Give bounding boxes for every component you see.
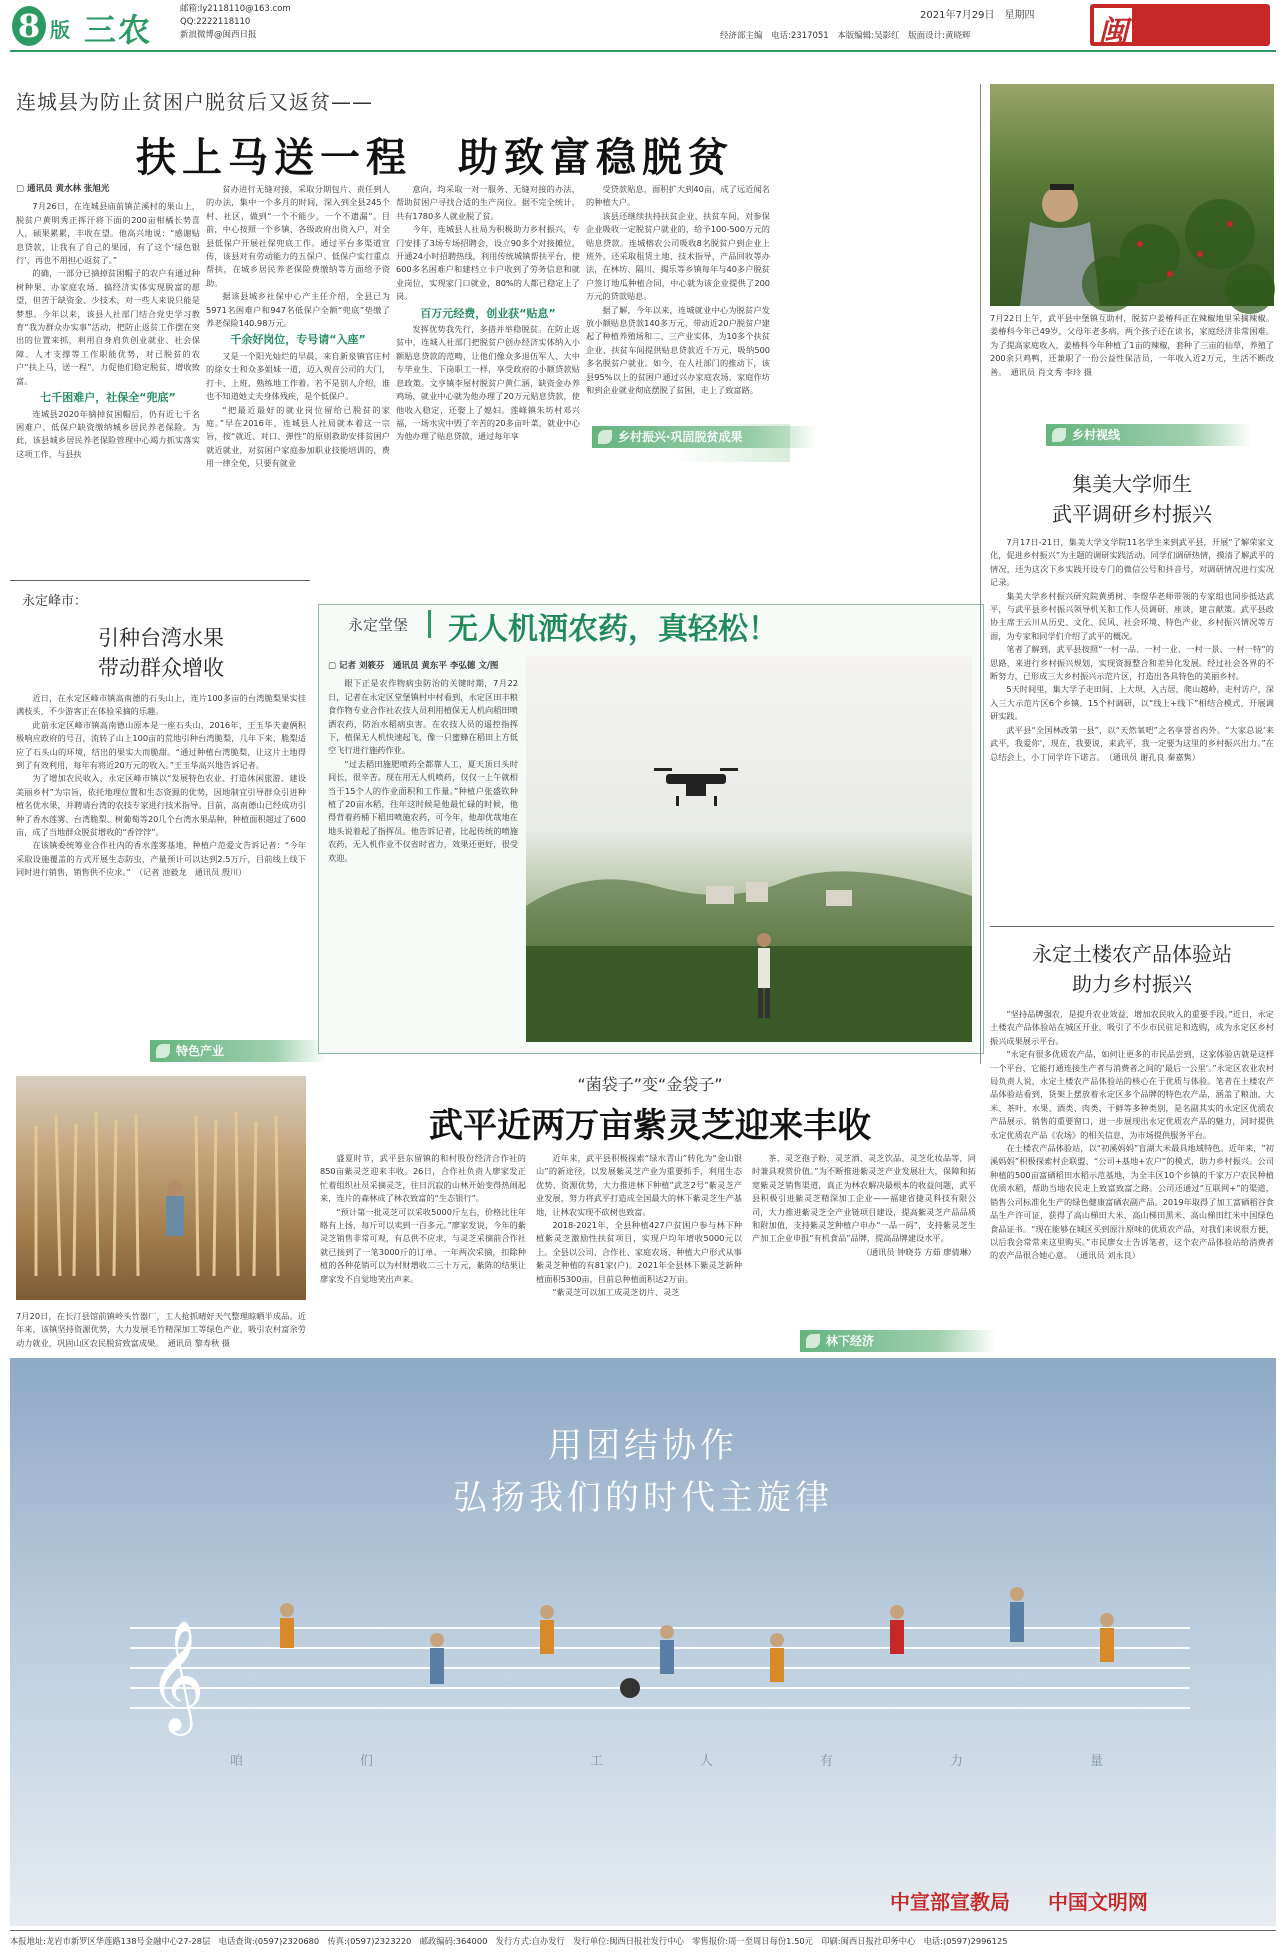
taiwan-place: 永定峰市： [22, 594, 88, 609]
public-service-ad [10, 1358, 1276, 1926]
jimei-paragraph: 集美大学乡村振兴研究院黄勇树、李煜华老师带领的专家组也同步抵达武平，与武平县乡村振兴领导机关和工作人员调研、座谈，建言献策。武平县政协主席王云川从历史、文化、民风、社会环境、特色产业、乡村振兴情况等方面，为专家和同学们介绍了武平的概况。 [990, 590, 1274, 641]
lead-paragraph: 该县还继续扶持扶贫企业、扶贫车间，对参保企业吸收一定脱贫户就业的，给予100-500万元的贴息贷款。连城榕农公司吸收8名脱贫户到企业上班外，还采取租赁土地、技术指导、产品回收等办法，在林坊、隔川、揭乐等乡镇每年与40多户脱贫户签订地瓜种植合同，中心就为该企业提供了200万元的贷款贴息。 [586, 210, 770, 302]
xiangcun-tag [1046, 424, 1252, 446]
ad-sponsors [890, 1886, 1148, 1915]
jimei-title-1: 集美大学师生 [1072, 472, 1192, 496]
issue-date: 2021年7月29日 星期四 [920, 10, 1035, 21]
lead-title: 扶上马送一程 助致富稳脱贫 [136, 134, 734, 181]
lead-byline: ▢ 通讯员 黄水林 张旭光 [16, 184, 110, 194]
lead-tag-label: 乡村振兴·巩固脱贫成果 [618, 430, 743, 444]
lyric-char: 工 [590, 1754, 604, 1769]
drone-place: 永定堂堡 [348, 616, 409, 634]
taiwan-tag-label: 特色产业 [176, 1044, 225, 1058]
column-divider [980, 84, 981, 1064]
masthead-title: 闽西日报 [1098, 15, 1234, 50]
jimei-paragraph: 笔者了解到，武平县按照“一村一品、一村一业、一村一景、一村一特”的思路，来进行乡村振兴规划，实现资源整合和差异化发展。经过社会各界的不断努力，已形成三大乡村振兴示范片区，打造出各具特色的美丽乡村。 [990, 644, 1274, 682]
lingzhi-credit: （通讯员 钟晓芬 方茹 廖倩琳） [861, 1246, 976, 1257]
tulou-body [990, 1008, 1274, 1348]
lead-subhead-1: 七千困难户，社保全“兜底” [40, 391, 176, 405]
jimei-paragraph: 武平县“全国林改第一县”，以“天然氧吧”之名享誉省内外。“大家总说‘来武平，我爱你’，现在，我要说，来武平，我一定要为这里的乡村振兴出力。”在总结会上，小丁同学许下诺言。 （通讯员 谢孔良 秦嘉隽） [990, 724, 1274, 762]
ad-sponsor-1: 中宣部宣教局 [890, 1890, 1010, 1914]
lead-kicker: 连城县为防止贫困户脱贫后又返贫—— [16, 90, 373, 114]
contact-qq: QQ:2222118110 [180, 17, 251, 27]
jimei-paragraph: 7月17日-21日，集美大学文学院11名学生来到武平县，开展“了解荣家文化，促进乡村振兴”为主题的调研实践活动。同学们调研热情，摸清了解武平的情况，还为这次下乡实践开设专门的微信公号和抖音号，对调研情况进行实况记录。 [990, 537, 1274, 588]
xiangcun-tag-label: 乡村视线 [1072, 428, 1121, 442]
lingzhi-paragraph: 茶、灵芝孢子粉、灵芝酒、灵芝饮品、灵芝化妆品等，同时兼具观赏价值。”为不断推进紫灵芝产业发展壮大，保障和拓宽紫灵芝销售渠道，真正为林农解决最根本的收益问题，武平县积极引进紫灵芝精深加工企业——福建省捷灵科技有限公司，大力推进紫灵芝全产业链项目建设，提高紫灵芝产品品质和附加值，支持紫灵芝种植户申办“一品一码”，支持紫灵芝生产加工企业申报“有机食品”品牌，提高品牌建设水平。 [752, 1153, 976, 1244]
ad-line-1: 用团结协作 [548, 1426, 738, 1466]
ad-sponsor-2: 中国文明网 [1047, 1890, 1148, 1914]
taiwan-paragraph: 近日，在永定区峰市镇高南德的石头山上，连片100多亩的台湾脆梨果实挂满枝头，不少游客正在体验采摘的乐趣。 [16, 693, 306, 717]
jimei-body [990, 536, 1274, 920]
contact-info [180, 3, 291, 42]
drone-body [328, 660, 518, 1046]
contact-weibo: 新浪微博@闽西日报 [180, 30, 257, 40]
chili-farm-caption: 7月22日上午，武平县中堡镇互助村，脱贫户姜椿科正在辣椒地里采摘辣椒。姜椿科今年已49岁，父母年老多病，两个孩子还在读书，家庭经济非常困难。为了提高家庭收入，姜椿科今年种植了1亩的辣椒，套种了三亩的仙草，养殖了200余只鸡鸭，还兼职了一份公益性保洁员，一年收入近2万元，生活不断改善。 通讯员 肖文秀 李玲 摄 [990, 313, 1274, 377]
bamboo-photo [16, 1076, 306, 1300]
lead-paragraph: 连城县2020年摘掉贫困帽后，仍有近七千名困难户、低保户缺资缴纳城乡居民养老保险。为此，该县城乡居民养老保险管理中心竭力抓实落实这项工作，与县扶 [16, 408, 200, 459]
masthead-logo [1090, 4, 1270, 50]
chili-farm-drawing [990, 84, 1274, 306]
drone-photo [526, 656, 972, 1042]
page-header [0, 0, 1286, 52]
lingzhi-column-3 [752, 1152, 976, 1332]
lead-paragraph: 的确，一部分已摘掉贫困帽子的农户有通过种树种果、办家庭农场、搞经济实体实现脱富的愿望，但苦于缺资金、少技术，对一些人来说只能是梦想。今年以来，该县人社部门结合党史学习教育“我为群众办实事”活动，把防止返贫工作摆在突出的位置来抓，利用自身肩负创业就业、社会保障、人才支撑等工作职能优势，对已脱贫的农户“扶上马，送一程”，力促他们稳定脱贫、增收致富。 [16, 268, 200, 386]
drone-paragraph: 眼下正是农作物病虫防治的关键时期，7月22日，记者在永定区堂堡镇村中村看到，永定区田丰粮食作物专业合作社农技人员利用植保无人机向稻田喷洒农药，防治水稻病虫害。在农技人员的遥控指挥下，植保无人机快速起飞，像一只蜜蜂在稻田上方低空飞行进行施药作业。 [328, 678, 518, 756]
divider [10, 580, 310, 581]
music-staff [10, 1358, 1276, 1926]
chili-farm-photo [990, 84, 1274, 306]
lead-paragraph: 发挥优势我先行，多措并举稳脱贫。在防止返贫中，连城人社部门把脱贫户创办经济实体纳入小额贴息贷款的范畴，让他们像众多退伍军人、大中专毕业生、下岗职工一样，享受政府的小额贷款贴息政策。文亨镇李屋村脱贫户黄仁涵，缺资金办养鸡场，就业中心就为他办理了20万元贴息贷款，使他收入稳定，还娶上了媳妇。莲峰镇朱坊村邓兴福，一场水灾中毁了辛苦的20多亩叶菜，就业中心为他办理了贴息贷款，通过每年享 [396, 324, 580, 442]
lingzhi-column-2 [536, 1152, 742, 1352]
lead-paragraph: 意向，均采取一对一服务、无缝对接的办法，帮助贫困户寻找合适的生产岗位。据不完全统计，共有1780多人就业脱了贫。 [396, 184, 580, 221]
footer-info: 本报地址:龙岩市新罗区华莲路138号金融中心27-28层 电话查询:(0597)2320680 传真:(0597)2323220 邮政编码:364000 发行方式:自办发行 发行单位:闽西日报社发行中心 零售报价:周一至周日每份1.50元 印刷:闽西日报社印务中心 电话:(0597)2996125 [10, 1936, 1008, 1946]
lead-paragraph: 据了解，今年以来，连城就业中心为脱贫户发放小额贴息贷款140多万元，带动近20户脱贫户建起了种植养殖场和二、三产业实体，为10多个扶贫企业、扶贫车间提供贴息贷款近千万元，吸纳500多名脱贫户就业。如今，在人社部门的推动下，该县95%以上的贫困户通过兴办家庭农场、家庭作坊和到企业就业彻底摆脱了贫困，走上了致富路。 [586, 304, 770, 396]
tulou-title-2: 助力乡村振兴 [1072, 972, 1192, 996]
lead-subhead-3: 百万元经费，创业获“贴息” [420, 306, 556, 320]
lingzhi-tag-label: 林下经济 [826, 1334, 875, 1348]
section-title: 三农 [84, 11, 153, 49]
bamboo-caption: 7月20日，在长汀县馆前镇岭头竹器厂，工人抢抓晴好天气整理晾晒半成品。近年来，该镇坚持资源优势，大力发展毛竹精深加工等绿色产业，吸引农村富余劳动力就业，巩固山区农民脱贫致富成果。 通讯员 黎寿秋 摄 [16, 1311, 306, 1348]
lead-column-4 [586, 183, 770, 423]
contact-email: 邮箱:ly2118110@163.com [180, 4, 291, 14]
lyric-char: 量 [1090, 1754, 1104, 1769]
bamboo-drawing [16, 1076, 306, 1300]
ad-lyrics [130, 1750, 1190, 1772]
taiwan-paragraph: 在该镇委统筹业合作社内的香水莲雾基地，种植户范爱文告诉记者：“今年采取设施覆盖的方式开展生态防虫，产量预计可以达到2.5万斤，目前线上线下同时进行销售，销售供不应求。” （记者 池毅龙 通讯员 殷川） [16, 840, 306, 878]
lingzhi-paragraph: 近年来，武平县积极探索“绿水青山”转化为“金山银山”的新途径，以发展紫灵芝产业为重要抓手，利用生态优势、资源优势，大力推进林下种植”武芝2号”紫灵芝产业发展，努力将武平打造成全国最大的林下紫灵芝生产基地，让林农实现不砍树也致富。 [536, 1153, 742, 1217]
lingzhi-column-1 [320, 1152, 526, 1352]
lyric-char: 们 [360, 1754, 374, 1769]
lyric-char: 有 [820, 1754, 834, 1769]
page-number: 8 [17, 7, 41, 45]
drone-paragraph: “过去稻田施肥喷药全都靠人工，夏天顶日头时间长，很辛苦。现在用无人机喷药，仅仅一上午就相当于15个人的作业面积和工作量。”种植户张盛钦种植了20亩水稻，往年这时候是他最忙碌的时候，他得背着药桶下稻田喷施农药，可今年，他却优哉地在地头说着起了指挥员。他告诉记者，比起传统的喷施农药，无人机作业不仅省时省力，效果还更好，很受欢迎。 [328, 758, 518, 863]
lead-column-2 [206, 183, 390, 469]
lyric-char: 力 [950, 1754, 964, 1769]
lingzhi-paragraph: “预计第一批灵芝可以采收5000斤左右，价格比往年略有上扬，每斤可以卖到一百多元。”廖家发说，今年的紫灵芝销售非常可观，有总供不应求，与灵芝采摘前合作社就已接到了一笔3000斤的订单。一年两次采摘，扣除种植的各种花销可以为村财增收二三十万元，紫陈的结果让廖家发不自觉地笑出声来。 [320, 1206, 526, 1284]
tulou-title-1: 永定土楼农产品体验站 [1032, 942, 1232, 966]
drone-separator [428, 610, 431, 638]
drone-photo-drawing [526, 656, 972, 1042]
drone-byline: ▢ 记者 刘筱芬 通讯员 黄东平 李弘德 文/图 [328, 661, 499, 671]
lead-paragraph: 又是一个阳光灿烂的早晨，来自新泉镇官庄村的徐女士和众多姐妹一道，迈入观音公司的大门，打卡、上班，熟练地工作着。若不是别人介绍，谁也不知道她丈夫身体残疾，是个低保户。 [206, 350, 390, 402]
jimei-paragraph: 5天时间里，集大学子走田间、上大坝、入古居，爬山越岭，走村访户，深入三大示范片区6个乡镇、15个村调研，以“线上+线下”相结合模式，开展调研实践。 [990, 684, 1274, 722]
lead-subhead-2: 千余好岗位，专号请“入座” [230, 333, 366, 347]
lingzhi-title: 武平近两万亩紫灵芝迎来丰收 [429, 1106, 871, 1146]
tulou-paragraph: “坚持品牌强农，是提升农业效益、增加农民收入的重要手段。”近日，永定土楼农产品体验站在城区开业，吸引了不少市民驻足和选购，成为永定区乡村振兴成果展示平台。 [990, 1009, 1274, 1046]
lingzhi-paragraph: “紫灵芝可以加工成灵芝切片、灵芝 [552, 1287, 680, 1298]
taiwan-title-2: 带动群众增收 [98, 656, 224, 680]
editor-credits: 经济部主编 电话:2317051 本版编辑:吴影红 版面设计:黄晓辉 [720, 31, 971, 41]
treble-clef-icon: 𝄞 [148, 1619, 205, 1731]
jimei-title-2: 武平调研乡村振兴 [1052, 502, 1212, 526]
page-number-badge [12, 6, 46, 46]
lead-paragraph: 受贷款贴息，面积扩大到40亩，成了远近闻名的种植大户。 [586, 184, 770, 208]
lead-column-3 [396, 183, 580, 463]
lingzhi-paragraph: 2018-2021年，全县种植427户贫困户参与林下种植紫灵芝激励性扶贫项目，实现户均年增收5000元以上。全县以公司、合作社、家庭农场、种植大户形式从事紫灵芝种植的有81家(户)。2021年全县林下紫灵芝新种植面积5300亩，目前总种植面积达2万亩。 [536, 1220, 742, 1284]
lead-paragraph: 今年，连城县人社局为积极助力乡村振兴，专门安排了3场专场招聘会，设立90多个对接摊位，开通24小时招聘热线，利用传统城镇帮扶平台，使600多名困难户和建档立卡户收到了劳务信息和就业岗位，实现家门口就业，80%的人都已稳定上了岗。 [396, 224, 580, 302]
tulou-paragraph: 在土楼农产品体验站，以“初溪妈妈”盲湖大米最具地域特色。近年来，“初溪妈妈”积极探索村企联盟、“公司+基地+农户”的模式，助力乡村振兴。公司种植的500亩富硒稻田水稻示范基地，为全丰区10个乡镇的千家万户农民种植优质水稻，帮助当地农民走上致富致富之路。公司还通过“互联网+”的渠道，销售公司标准化生产的绿色健康富硒农副产品。2019年取得了加工富硒稻谷食品生产许可证，获得了高山梯田大米、高山梯田黑米、高山梯田红米中国绿色食品证书。“现在能够在城区买到原汁原味的优质农产品，对我们来说很方便，以后我会常常来这里购买。”市民廖女士告诉笔者，这个农产品体验站给消费者的农产品很合她心意。 （通讯员 刘永良） [990, 1143, 1274, 1261]
lead-paragraph: 贫办进行无缝对接，采取分期包片、责任到人的办法，集中一个多月的时间，深入到全县245个村、社区，做到“一个不能少，一个不遗漏”。目前，中心按照一个乡镇、各级政府出资入户，对全县低保户开展社保兜底工作。通过平台多渠道宣传，该县对有劳动能力的五保户、低保户实行重点帮扶，在城乡居民养老保险费缴纳等方面给予资助。 [206, 184, 390, 288]
drone-icon [654, 768, 738, 806]
drone-title: 无人机洒农药，真轻松！ [448, 612, 778, 647]
taiwan-tag [150, 1040, 326, 1062]
footer-rule [10, 1930, 1276, 1931]
lingzhi-paragraph: 盛夏时节，武平县东留镇的和村股份经济合作社的850亩紫灵芝迎来丰收。26日，合作社负责人廖家发正忙着组织社员采摘灵芝，往日沉寂的山林开始变得热闹起来，连片的森林成了林农致富的“生态银行”。 [320, 1153, 526, 1204]
ad-line-2: 弘扬我们的时代主旋律 [453, 1478, 833, 1518]
lead-paragraph: 据该县城乡社保中心产主任介绍，全县已为5971名困难户和947名低保户全额“兜底”垫缴了养老保险140.98万元。 [206, 291, 390, 329]
lingzhi-kicker: “菌袋子”变“金袋子” [577, 1075, 723, 1094]
taiwan-paragraph: 此前永定区峰市镇高南德山原本是一座石头山，2016年，王玉华夫妻俩积极响应政府的号召，流转了山上100亩的荒地引种台湾脆梨，几年下来，脆梨适应了石头山的环境，结出的果实大而脆甜。“通过种植台湾脆梨，让这片土地得到了有效利用，每年有将近20万元的收入。”王玉华高兴地告诉记者。 [16, 719, 306, 771]
taiwan-body [16, 692, 306, 1038]
taiwan-title-1: 引种台湾水果 [98, 626, 224, 650]
lyric-char: 咱 [230, 1754, 244, 1769]
tulou-paragraph: “永定有很多优质农产品，如何让更多的市民品尝到，这家体验店就是这样一个平台，它能打通连接生产者与消费者之间的‘最后一公里’。”永定区农业农村局负责人说，永定土楼农产品体验站的核心在于优质与体验。笔者在土楼农产品体验站看到，货架上摆放着永定区多个品牌的特色农产品，涵盖了粮油、大米、茶叶、水果、酒类、肉类、干鲜等多种类别，是名副其实的永定区优质农产品展示、销售的重要窗口，进一步展现出永定优质农产品的魅力，同时提供永定优质农产品《农场》的相关信息，为市场提供服务平台。 [990, 1049, 1274, 1140]
lead-column-1 [16, 183, 200, 463]
lingzhi-tag [800, 1330, 996, 1352]
lyric-char: 人 [700, 1754, 714, 1769]
lead-paragraph: 7月26日，在连城县庙前镇芷溪村的果山上，脱贫户黄明秀正挥汗将下面的200亩柑橘长势喜人，硕果累累，丰收在望。他高兴地说：“感谢贴息贷款，让我有了自己的果园，有了这个‘绿色银行’，再也不用担心返贫了。” [16, 201, 200, 266]
worker-figures [280, 1587, 1114, 1698]
divider [990, 926, 1274, 927]
page-suffix: 版 [50, 18, 70, 42]
header-rule [10, 50, 1276, 52]
taiwan-paragraph: 为了增加农民收入，永定区峰市镇以“发展特色农业、打造休闲旅游、建设美丽乡村”为宗旨，依托地理位置和生态资源的优势，因地制宜引导群众引进种植名优水果，并聘请台湾的农技专家进行技术指导。目前，高南德山已经成功引种了香水莲雾、台湾脆梨、树葡萄等20几个台湾水果品种，种植面积超过了600亩，成了当地群众脱贫增收的“香饽饽”。 [16, 773, 306, 838]
lead-paragraph: “把最近最好的就业岗位留给已脱贫的家庭。”早在2016年，连城县人社局就本着这一宗旨，按“就近、对口、弹性”的原则救助安排贫困户就近就业，对贫困户家庭参加职业技能培训的，费用一律全免，只要有就业 [206, 404, 390, 469]
lead-tag [592, 426, 818, 448]
